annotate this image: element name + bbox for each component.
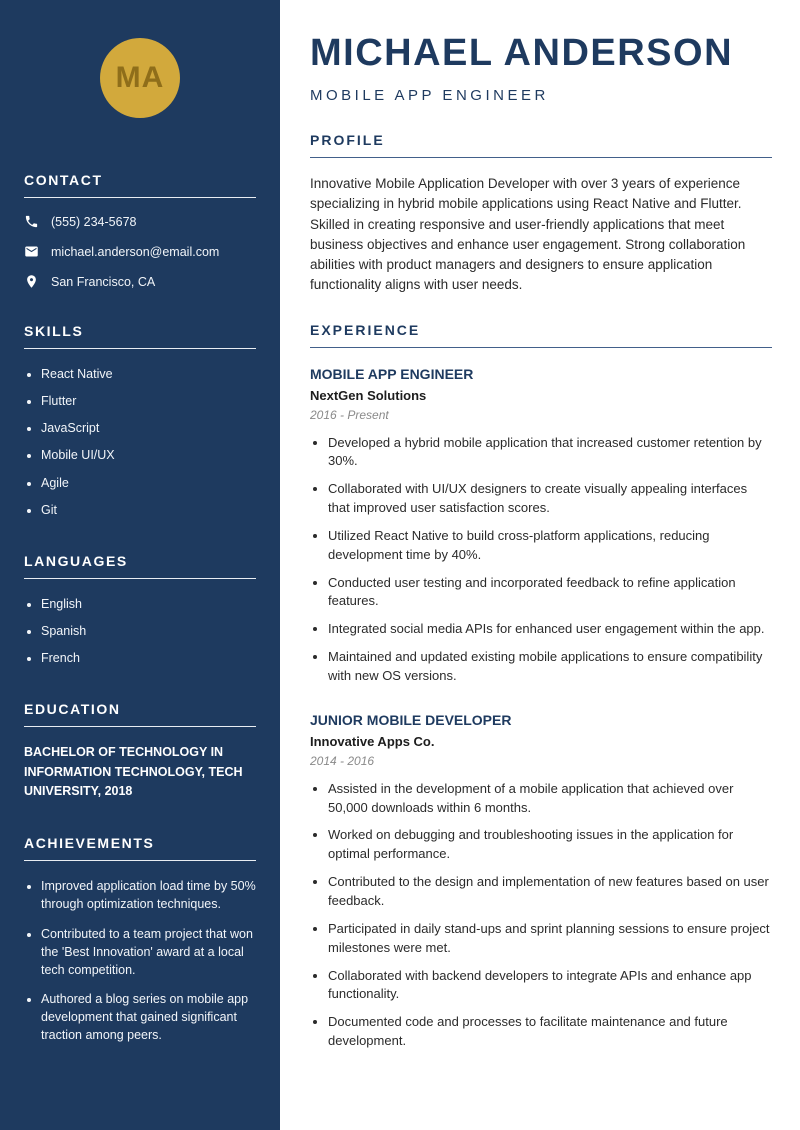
language-item: • Spanish (41, 622, 256, 640)
profile-text: Innovative Mobile Application Developer with over 3 years of experience specializing in hybrid mobile applications using React Native and Flutter. Skilled in creating responsive and user-friendly applications that meet business objectives and enhance user engagement. Strong collaboration abilities with product managers and designers to ensure application functionality aligns with user needs. (310, 176, 746, 293)
education-degree: BACHELOR OF TECHNOLOGY IN INFORMATION TECHNOLOGY, TECH UNIVERSITY, 2018 (24, 745, 243, 798)
candidate-title: MOBILE APP ENGINEER (310, 87, 549, 104)
job-bullet-list (310, 780, 772, 1051)
education-heading: EDUCATION (24, 701, 256, 727)
job-company: NextGen Solutions (310, 387, 427, 403)
languages-list (24, 595, 256, 667)
contact-location-text: San Francisco, CA (51, 274, 156, 289)
experience-job-2 (310, 712, 772, 1051)
profile-heading: PROFILE (310, 132, 772, 158)
main-content (280, 0, 800, 1130)
contact-item-phone (24, 214, 256, 229)
job-bullet: • Collaborated with backend developers to integrate APIs and enhance app functionality. (328, 967, 772, 1005)
skill-item: • Agile (41, 474, 256, 492)
job-dates: 2014 - 2016 (310, 753, 375, 768)
languages-heading: LANGUAGES (24, 553, 256, 579)
skill-item: • Flutter (41, 392, 256, 410)
avatar-initials: MA (115, 61, 165, 94)
job-bullet: • Participated in daily stand-ups and sprint planning sessions to ensure project milestones were met. (328, 920, 772, 958)
job-bullet: • Assisted in the development of a mobile application that achieved over 50,000 downloads within 6 months. (328, 780, 772, 818)
job-bullet: • Utilized React Native to build cross-platform applications, reducing development time by 40%. (328, 527, 772, 565)
skills-list (24, 365, 256, 519)
experience-job-1 (310, 366, 772, 686)
skill-item: • React Native (41, 365, 256, 383)
skill-item: • Mobile UI/UX (41, 446, 256, 464)
contact-item-email (24, 244, 256, 259)
candidate-name: MICHAEL ANDERSON (310, 32, 734, 74)
achievement-item: • Contributed to a team project that won the 'Best Innovation' award at a local tech competition. (41, 925, 256, 979)
job-bullet: • Worked on debugging and troubleshooting issues in the application for optimal performance. (328, 826, 772, 864)
sidebar (0, 0, 280, 1130)
job-bullet: • Integrated social media APIs for enhanced user engagement within the app. (328, 620, 772, 639)
avatar (100, 38, 180, 118)
job-bullet-list (310, 434, 772, 686)
contact-email-text: michael.anderson@email.com (51, 244, 220, 259)
skills-heading: SKILLS (24, 323, 256, 349)
language-item: • French (41, 649, 256, 667)
job-company: Innovative Apps Co. (310, 733, 435, 749)
achievements-list (24, 877, 256, 1044)
contact-phone-text: (555) 234-5678 (51, 214, 137, 229)
job-bullet: • Documented code and processes to facilitate maintenance and future development. (328, 1013, 772, 1051)
contact-item-location (24, 274, 256, 289)
skill-item: • Git (41, 501, 256, 519)
location-icon (24, 274, 39, 289)
achievement-item: • Improved application load time by 50% through optimization techniques. (41, 877, 256, 913)
email-icon (24, 244, 39, 259)
job-bullet: • Maintained and updated existing mobile applications to ensure compatibility with new OS versions. (328, 648, 772, 686)
job-title: MOBILE APP ENGINEER (310, 365, 474, 382)
job-bullet: • Developed a hybrid mobile application that increased customer retention by 30%. (328, 434, 772, 472)
phone-icon (24, 214, 39, 229)
job-bullet: • Conducted user testing and incorporated feedback to refine application features. (328, 574, 772, 612)
achievement-item: • Authored a blog series on mobile app development that gained significant traction among peers. (41, 990, 256, 1044)
experience-heading: EXPERIENCE (310, 322, 772, 348)
contact-heading: CONTACT (24, 172, 256, 198)
job-title: JUNIOR MOBILE DEVELOPER (310, 711, 512, 728)
skill-item: • JavaScript (41, 419, 256, 437)
job-dates: 2016 - Present (310, 407, 389, 422)
job-bullet: • Contributed to the design and implementation of new features based on user feedback. (328, 873, 772, 911)
language-item: • English (41, 595, 256, 613)
achievements-heading: ACHIEVEMENTS (24, 835, 256, 861)
job-bullet: • Collaborated with UI/UX designers to create visually appealing interfaces that improved user satisfaction scores. (328, 480, 772, 518)
